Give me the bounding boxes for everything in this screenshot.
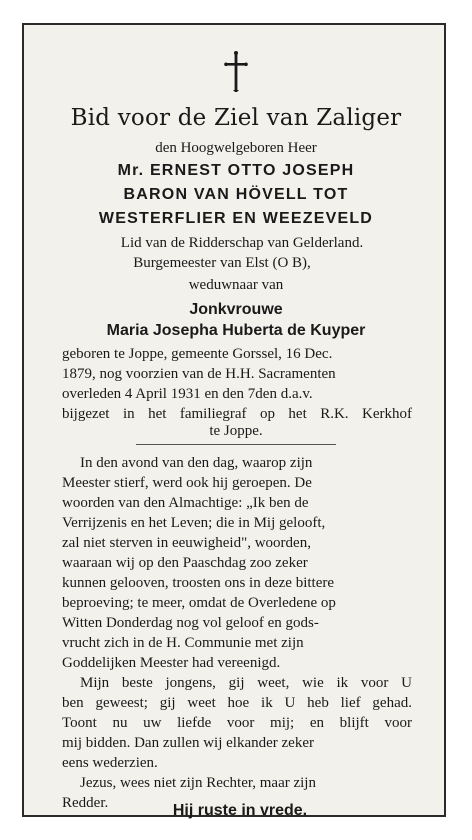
meditation-line: zal niet sterven in eeuwigheid", woorden, [62, 535, 311, 551]
role-burgemeester: Burgemeester van Elst (O B), [133, 255, 311, 271]
deceased-name-line-2: BARON VAN HÖVELL TOT [123, 186, 349, 203]
divider [136, 444, 336, 445]
meditation-line: vrucht zich in de H. Communie met zijn [62, 635, 304, 651]
meditation-line: waaraan wij op den Paaschdag zoo zeker [62, 555, 308, 571]
deceased-name-line-1: Mr. ERNEST OTTO JOSEPH [117, 162, 355, 179]
cross-icon [223, 50, 249, 92]
meditation-line: Mijn beste jongens, gij weet, wie ik voor U [80, 675, 412, 691]
meditation-line: ben geweest; gij weet hoe ik U heb lief gehad. [62, 695, 412, 711]
prayer-title: Bid voor de Ziel van Zaliger [70, 105, 402, 131]
biography-line: 1879, nog voorzien van de H.H. Sacramenten [62, 366, 336, 382]
role-ridderschap: Lid van de Ridderschap van Gelderland. [120, 235, 364, 251]
meditation-line: Witten Donderdag nog vol geloof en gods- [62, 615, 319, 631]
meditation-line: mij bidden. Dan zullen wij elkander zeker [62, 735, 314, 751]
meditation-line: Verrijzenis en het Leven; die in Mij gelooft, [62, 515, 326, 531]
honorific: den Hoogwelgeboren Heer [155, 140, 317, 156]
biography-line: geboren te Joppe, gemeente Gorssel, 16 Dec. [62, 346, 333, 362]
biography-line: bijgezet in het familiegraf op het R.K. Kerkhof [62, 406, 412, 422]
meditation-line: kunnen gelooven, troosten ons in deze bittere [62, 575, 335, 591]
meditation-line: Redder. [62, 795, 109, 811]
widower-of: weduwnaar van [188, 277, 284, 293]
meditation-line: Toont nu uw liefde voor mij; en blijft voor [62, 715, 412, 731]
meditation-line: Goddelijken Meester had vereenigd. [62, 655, 281, 671]
meditation-line: beproeving; te meer, omdat de Overledene op [62, 595, 336, 611]
meditation-line: woorden van den Almachtige: „Ik ben de [62, 495, 309, 511]
closing-blessing: Hij ruste in vrede. [172, 802, 308, 819]
meditation-line: In den avond van den dag, waarop zijn [80, 455, 313, 471]
meditation-line: Jezus, wees niet zijn Rechter, maar zijn [80, 775, 316, 791]
biography-line: te Joppe. [209, 423, 263, 439]
meditation-line: eens wederzien. [62, 755, 158, 771]
deceased-name-line-3: WESTERFLIER EN WEEZEVELD [98, 210, 374, 227]
biography-line: overleden 4 April 1931 en den 7den d.a.v. [62, 386, 313, 402]
spouse-name: Maria Josepha Huberta de Kuyper [106, 322, 366, 339]
meditation-line: Meester stierf, werd ook hij geroepen. De [62, 475, 312, 491]
spouse-title: Jonkvrouwe [189, 301, 283, 318]
